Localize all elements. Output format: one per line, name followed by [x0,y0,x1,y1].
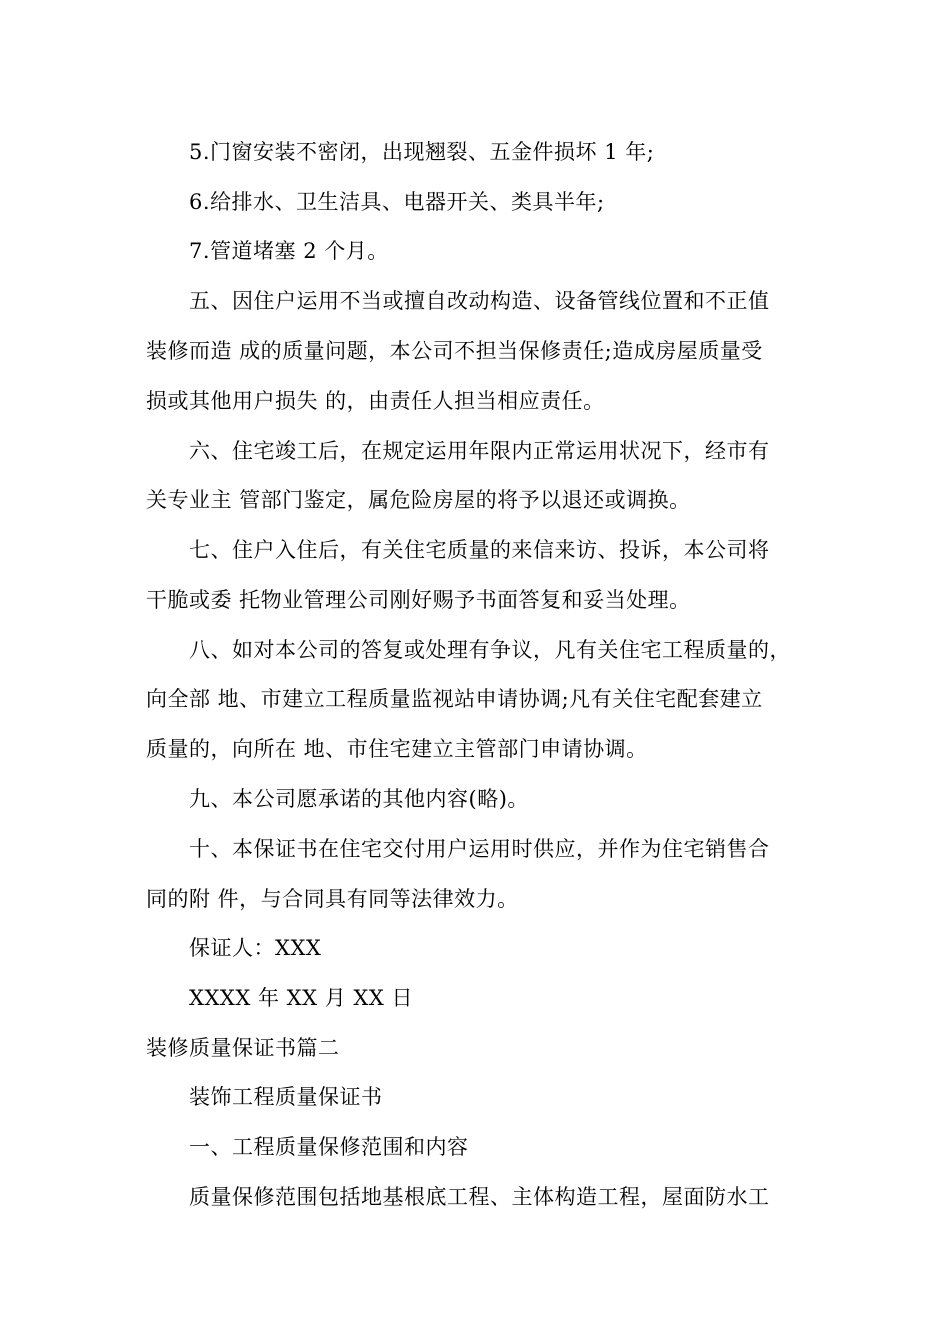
section-heading-1: 一、工程质量保修范围和内容 [189,1135,469,1159]
text-line: 装修而造 成的质量问题，本公司不担当保修责任;造成房屋质量受 [146,339,763,363]
text-line: 质量保修范围包括地基根底工程、主体构造工程，屋面防水工 [189,1185,770,1209]
text-line: 6.给排水、卫生洁具、电器开关、类具半年; [189,190,605,214]
paragraph-heading-7: 七、住户入住后，有关住宅质量的来信来访、投诉，本公司将 [189,538,770,562]
text-line: 7.管道堵塞 2 个月。 [189,239,389,263]
paragraph-heading-10: 十、本保证书在住宅交付用户运用时供应，并作为住宅销售合 [189,837,770,861]
paragraph-heading-8: 八、如对本公司的答复或处理有争议，凡有关住宅工程质量的， [189,638,791,662]
text-line: 5.门窗安装不密闭，出现翘裂、五金件损坏 1 年; [189,140,655,164]
text-line: 关专业主 管部门鉴定，属危险房屋的将予以退还或调换。 [146,488,691,512]
document-title: 装饰工程质量保证书 [189,1085,383,1109]
paragraph-heading-6: 六、住宅竣工后，在规定运用年限内正常运用状况下，经市有 [189,439,770,463]
paragraph-heading-9: 九、本公司愿承诺的其他内容(略)。 [189,787,529,811]
paragraph-heading-5: 五、因住户运用不当或擅自改动构造、设备管线位置和不正值 [189,289,770,313]
text-line: 干脆或委 托物业管理公司刚好赐予书面答复和妥当处理。 [146,588,691,612]
text-line: 向全部 地、市建立工程质量监视站申请协调;凡有关住宅配套建立 [146,687,763,711]
section-title: 装修质量保证书篇二 [146,1036,340,1060]
text-line: 同的附 件，与合同具有同等法律效力。 [146,887,519,911]
text-line: 损或其他用户损失 的，由责任人担当相应责任。 [146,389,605,413]
guarantor-line: 保证人：XXX [189,936,322,960]
text-line: 质量的，向所在 地、市住宅建立主管部门申请协调。 [146,737,648,761]
date-line: XXXX 年 XX 月 XX 日 [189,986,413,1010]
